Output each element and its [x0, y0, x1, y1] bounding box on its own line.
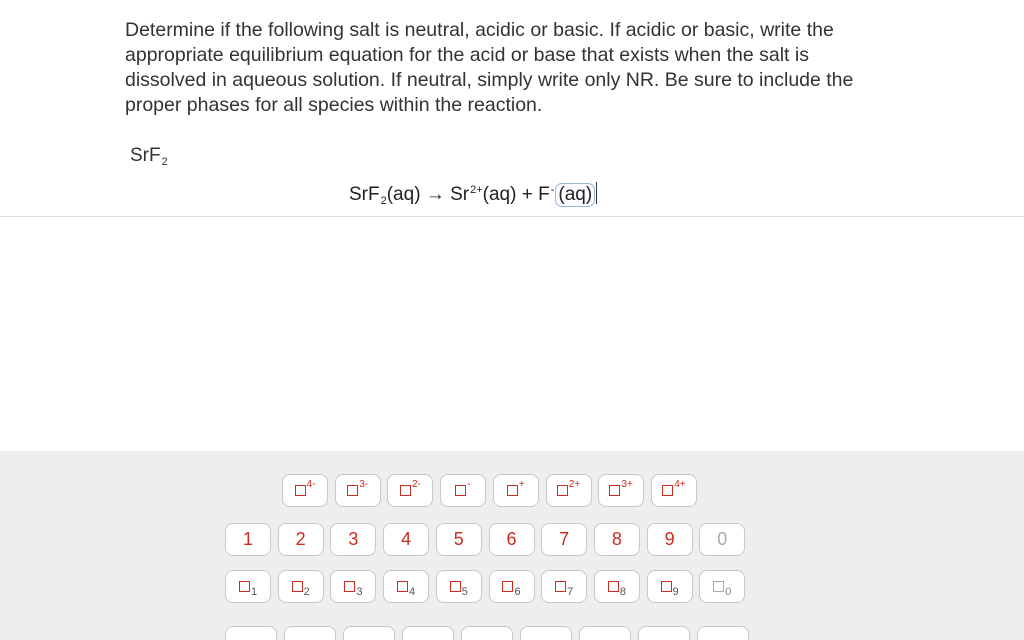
number-key-7[interactable]: 7	[541, 523, 587, 556]
number-key-5[interactable]: 5	[436, 523, 482, 556]
more-key[interactable]	[402, 626, 454, 640]
subscript-label: 9	[672, 585, 679, 598]
compound-base: SrF	[130, 145, 161, 166]
subscript-label: 0	[725, 585, 732, 598]
placeholder-box-icon	[295, 485, 306, 496]
placeholder-box-icon	[557, 485, 568, 496]
charge-key-2minus[interactable]	[387, 474, 433, 507]
placeholder-box-icon	[347, 485, 358, 496]
charge-label: -	[467, 479, 471, 490]
more-key[interactable]	[225, 626, 277, 640]
subscript-key-2[interactable]	[278, 570, 324, 603]
eq-term2-base: Sr	[450, 184, 470, 205]
charge-label: 4+	[674, 479, 686, 490]
subscript-key-row	[0, 570, 1024, 606]
placeholder-box-icon	[455, 485, 466, 496]
subscript-key-4[interactable]	[383, 570, 429, 603]
charge-key-2plus[interactable]	[546, 474, 592, 507]
more-key[interactable]	[520, 626, 572, 640]
number-key-0[interactable]: 0	[699, 523, 745, 556]
divider	[0, 216, 1024, 217]
subscript-key-3[interactable]	[330, 570, 376, 603]
charge-key-minus[interactable]	[440, 474, 486, 507]
placeholder-box-icon	[609, 485, 620, 496]
compound-subscript: 2	[161, 156, 168, 168]
subscript-label: 5	[461, 585, 468, 598]
placeholder-box-icon	[344, 581, 355, 592]
eq-term1-phase: (aq)	[386, 184, 421, 205]
placeholder-box-icon	[507, 485, 518, 496]
charge-label: +	[518, 479, 525, 490]
placeholder-box-icon	[608, 581, 619, 592]
subscript-key-5[interactable]	[436, 570, 482, 603]
subscript-key-7[interactable]	[541, 570, 587, 603]
subscript-label: 4	[409, 585, 416, 598]
number-key-4[interactable]: 4	[383, 523, 429, 556]
subscript-label: 6	[514, 585, 521, 598]
equation-input[interactable]	[349, 182, 597, 207]
subscript-key-1[interactable]	[225, 570, 271, 603]
placeholder-box-icon	[662, 485, 673, 496]
charge-label: 3-	[359, 479, 369, 490]
subscript-key-8[interactable]	[594, 570, 640, 603]
number-key-2[interactable]: 2	[278, 523, 324, 556]
placeholder-box-icon	[502, 581, 513, 592]
placeholder-box-icon	[239, 581, 250, 592]
placeholder-box-icon	[713, 581, 724, 592]
charge-key-4plus[interactable]	[651, 474, 697, 507]
subscript-label: 1	[250, 585, 258, 598]
charge-label: 2-	[411, 479, 421, 490]
subscript-label: 2	[303, 585, 310, 598]
placeholder-box-icon	[397, 581, 408, 592]
subscript-key-9[interactable]	[647, 570, 693, 603]
eq-term2-charge: 2+	[470, 184, 483, 196]
subscript-label: 3	[356, 585, 363, 598]
more-key[interactable]	[638, 626, 690, 640]
more-key[interactable]	[461, 626, 513, 640]
charge-label: 3+	[621, 479, 633, 490]
placeholder-box-icon	[400, 485, 411, 496]
number-key-9[interactable]: 9	[647, 523, 693, 556]
charge-key-4minus[interactable]	[282, 474, 328, 507]
more-key[interactable]	[697, 626, 749, 640]
placeholder-box-icon	[555, 581, 566, 592]
charge-key-plus[interactable]	[493, 474, 539, 507]
eq-term1-base: SrF	[349, 184, 380, 205]
eq-term3-charge: -	[550, 184, 555, 196]
number-key-8[interactable]: 8	[594, 523, 640, 556]
subscript-label: 7	[567, 585, 574, 598]
placeholder-box-icon	[450, 581, 461, 592]
eq-term2-phase: (aq)	[482, 184, 517, 205]
eq-term1-sub: 2	[380, 195, 387, 207]
subscript-label: 8	[619, 585, 626, 598]
charge-key-3minus[interactable]	[335, 474, 381, 507]
compound-formula	[130, 145, 168, 167]
number-key-row	[0, 523, 1024, 559]
charge-label: 4-	[306, 479, 316, 490]
charge-label: 2+	[568, 479, 581, 490]
eq-plus: +	[521, 184, 533, 205]
eq-active-segment[interactable]: (aq)	[555, 183, 595, 207]
subscript-key-6[interactable]	[489, 570, 535, 603]
charge-key-3plus[interactable]	[598, 474, 644, 507]
more-key[interactable]	[579, 626, 631, 640]
eq-term3-base: F	[538, 184, 550, 205]
charge-key-row	[0, 474, 1024, 510]
chemistry-keypad	[0, 451, 1024, 640]
text-caret	[596, 182, 597, 204]
number-key-3[interactable]: 3	[330, 523, 376, 556]
placeholder-box-icon	[661, 581, 672, 592]
eq-arrow: →	[425, 184, 445, 205]
subscript-key-0[interactable]	[699, 570, 745, 603]
placeholder-box-icon	[292, 581, 303, 592]
number-key-6[interactable]: 6	[489, 523, 535, 556]
more-key[interactable]	[284, 626, 336, 640]
more-key-row	[0, 626, 1024, 640]
more-key[interactable]	[343, 626, 395, 640]
number-key-1[interactable]: 1	[225, 523, 271, 556]
question-text: Determine if the following salt is neutral, acidic or basic. If acidic or basic, write the appropriate equilibrium equation for the acid or base that exists when the salt is dissolved in aqueous solution. If neutral, simply write only NR. Be sure to include the proper phases for all species within the reaction.	[125, 19, 854, 116]
